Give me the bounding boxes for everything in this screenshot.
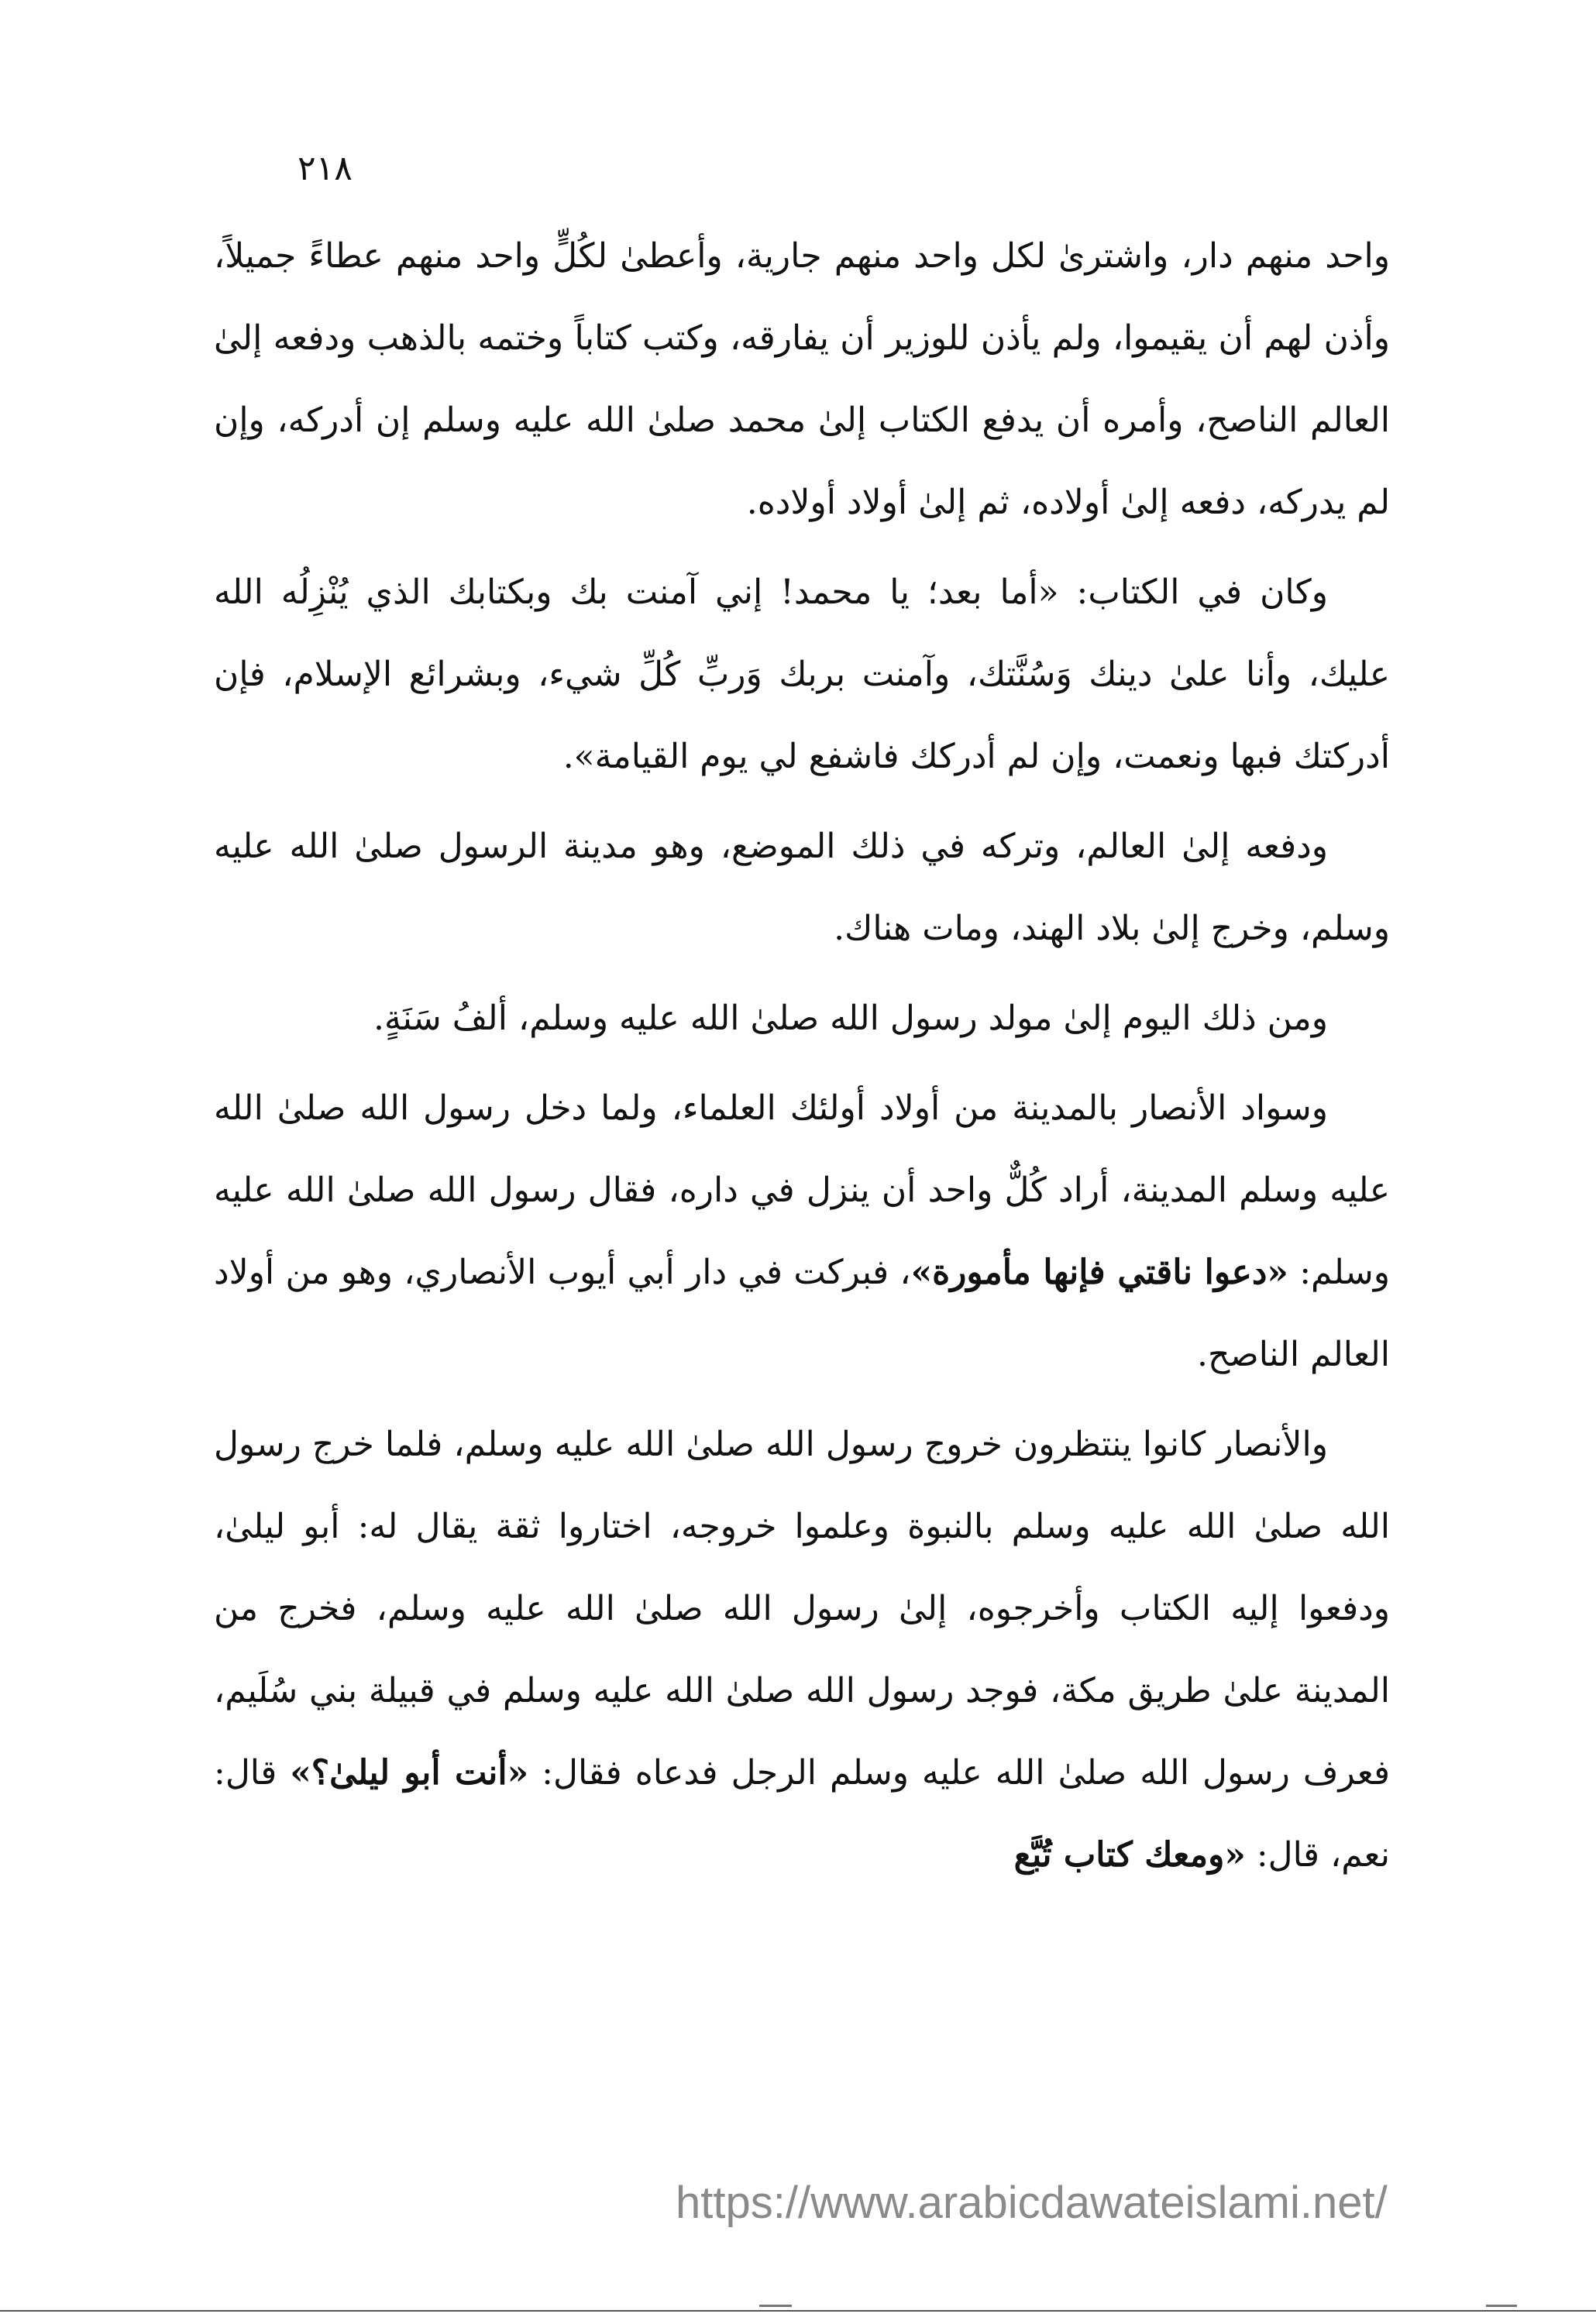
page-bottom-edge <box>0 2310 1596 2312</box>
scan-mark <box>759 2305 792 2307</box>
paragraph-2: وكان في الكتاب: «أما بعد؛ يا محمد! إني آمنت بك وبكتابك الذي يُنْزِلُه الله عليك، وأنا علىٰ دينك وَسُنَّتك، وآمنت بربك وَربِّ كُلِّ شيء، وبشرائع الإسلام، فإن أدركتك فبها ونعمت، وإن لم أدركك فاشفع لي يوم القيامة». <box>214 572 1390 776</box>
paragraph-5-text-end: ، فبركت في دار أبي أيوب الأنصاري، وهو من أولاد العالم الناصح. <box>214 1253 1390 1374</box>
paragraph-6-quote: «أنت أبو ليلىٰ؟» <box>290 1753 529 1793</box>
page-number: ٢١٨ <box>298 149 353 188</box>
paragraph-6-quote-2: «ومعك كتاب تُبَّع <box>1013 1835 1246 1875</box>
paragraph-6-text: والأنصار كانوا ينتظرون خروج رسول الله صلىٰ الله عليه وسلم، فلما خرج رسول الله صلىٰ الله عليه وسلم بالنبوة وعلموا خروجه، اختاروا ثقة يقال له: أبو ليلىٰ، ودفعوا إليه الكتاب وأخرجوه، إلىٰ رسول الله صلىٰ الله عليه وسلم، فخرج من المدينة علىٰ طريق مكة، فوجد رسول الله صلىٰ الله عليه وسلم في قبيلة بني سُلَيم، فعرف رسول الله صلىٰ الله عليه وسلم الرجل فدعاه فقال: <box>214 1425 1391 1793</box>
paragraph-5 <box>214 1067 1390 1396</box>
scan-mark <box>1486 2305 1517 2307</box>
paragraph-5-quote: «دعوا ناقتي فإنها مأمورة» <box>910 1253 1288 1292</box>
body-text <box>214 215 1390 1904</box>
paragraph-3: ودفعه إلىٰ العالم، وتركه في ذلك الموضع، وهو مدينة الرسول صلىٰ الله عليه وسلم، وخرج إلىٰ بلاد الهند، ومات هناك. <box>214 827 1390 948</box>
paragraph-6-text-middle: قال: نعم، قال: <box>214 1753 1390 1875</box>
paragraph-4: ومن ذلك اليوم إلىٰ مولد رسول الله صلىٰ الله عليه وسلم، ألفُ سَنَةٍ. <box>373 999 1328 1038</box>
paragraph-5-text: وسواد الأنصار بالمدينة من أولاد أولئك العلماء، ولما دخل رسول الله صلىٰ الله عليه وسلم المدينة، أراد كُلٌّ واحد أن ينزل في داره، فقال رسول الله صلىٰ الله عليه وسلم: <box>214 1088 1391 1292</box>
paragraph-6 <box>214 1404 1390 1896</box>
paragraph-1: واحد منهم دار، واشترىٰ لكل واحد منهم جارية، وأعطىٰ لكُلٍّ واحد منهم عطاءً جميلاً، وأذن لهم أن يقيموا، ولم يأذن للوزير أن يفارقه، وكتب كتاباً وختمه بالذهب ودفعه إلىٰ العالم الناصح، وأمره أن يدفع الكتاب إلىٰ محمد صلىٰ الله عليه وسلم إن أدركه، وإن لم يدركه، دفعه إلىٰ أولاده، ثم إلىٰ أولاد أولاده. <box>214 236 1390 522</box>
watermark-url: https://www.arabicdawateislami.net/ <box>676 2178 1388 2228</box>
